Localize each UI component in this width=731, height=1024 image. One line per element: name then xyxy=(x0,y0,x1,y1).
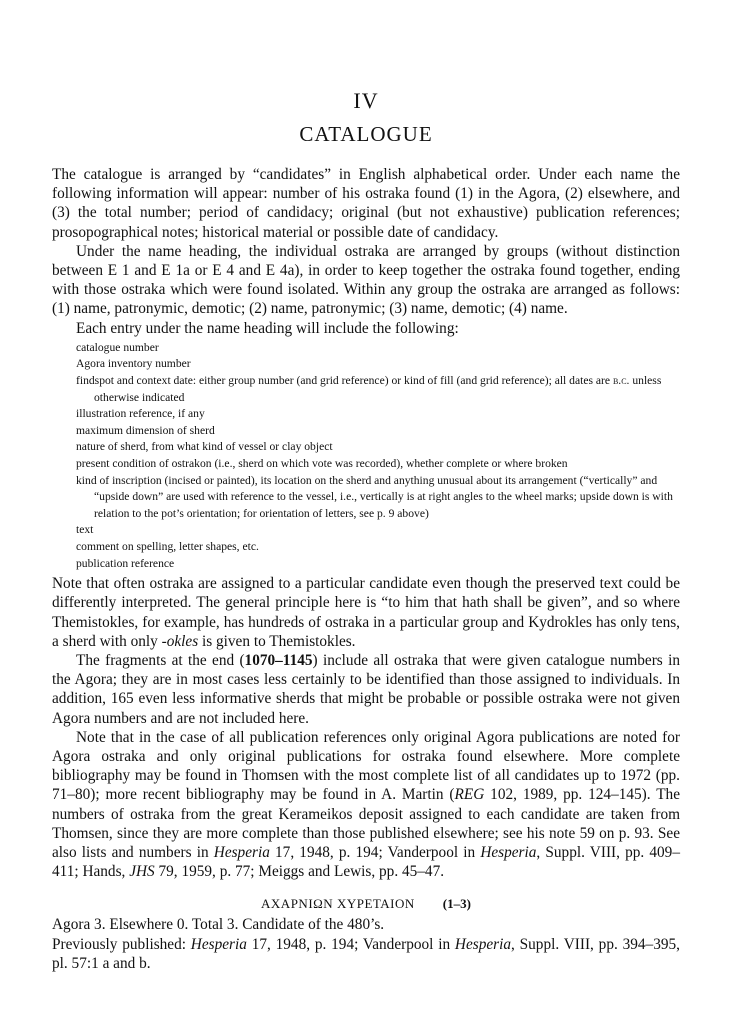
intro-paragraph: The catalogue is arranged by “candidates” in English alphabetical order. Under each name the following information will appear: number of his ostraka found (1) in the Agora, (2) elsewhere, and (3) the total number; period of candidacy; original (but not exhaustive) publication references; prosopographical notes; historical material or possible date of candidacy. xyxy=(52,166,680,241)
bibliography-paragraph: Note that in the case of all publication references only original Agora publications are noted for Agora ostraka and only original publications for ostraka found elsewhere. More complete bibliography may be found in Thomsen with the most complete list of all candidates up to 1972 (pp. 71–80); more recent bibliography may be found in A. Martin (REG 102, 1989, pp. 124–145). The numbers of ostraka from the great Kerameikos deposit assigned to each candidate are taken from Thomsen, since they are more complete than those published elsewhere; see his note 59 on p. 93. See also lists and numbers in Hesperia 17, 1948, p. 194; Vanderpool in Hesperia, Suppl. VIII, pp. 409–411; Hands, JHS 79, 1959, p. 77; Meiggs and Lewis, pp. 45–47. xyxy=(52,728,680,881)
entry-field xyxy=(76,373,680,406)
bc-abbrev: b.c. xyxy=(612,374,630,388)
candidate-publication: Previously published: Hesperia 17, 1948, p. 194; Vanderpool in Hesperia, Suppl. VIII, pp. 394–395, pl. 57:1 a and b. xyxy=(52,935,680,972)
entry-field-tail: unless otherwise indicated xyxy=(94,374,662,404)
arrangement-paragraph: Under the name heading, the individual ostraka are arranged by groups (without distinction between E 1 and E 1a or E 4 and E 4a), in order to keep together the ostraka found together, ending with those ostraka which were found isolated. Within any group the ostraka are arranged as follows: (1) name, patronymic, demotic; (2) name, patronymic; (3) name, demotic; (4) name. xyxy=(52,242,680,318)
entry-field-text: findspot and context date: either group number (and grid reference) or kind of fill (and grid reference); all dates are xyxy=(76,374,611,388)
fragment-range: 1070–1145 xyxy=(244,651,313,669)
entry-field: publication reference xyxy=(76,556,175,570)
chapter-number: IV xyxy=(353,88,379,113)
entry-field: comment on spelling, letter shapes, etc. xyxy=(76,539,259,553)
entry-field: illustration reference, if any xyxy=(76,407,205,421)
entry-field: text xyxy=(76,523,94,537)
entry-field: Agora inventory number xyxy=(76,357,191,371)
entry-field: maximum dimension of sherd xyxy=(76,423,215,437)
catalogue-range: (1–3) xyxy=(442,896,471,912)
fragments-paragraph: The fragments at the end (1070–1145) include all ostraka that were given catalogue numbers in the Agora; they are in most cases less certainly to be identified than those assigned to individuals. In addition, 165 even less informative sherds that might be probable or possible ostraka were not given Agora numbers and are not included here. xyxy=(52,651,680,727)
entry-field: kind of inscription (incised or painted), its location on the sherd and anything unusual about its arrangement (“vertically” and “upside down” are used with reference to the vessel, i.e., vertically is at right angles to the wheel marks; upside down is with relation to the pot’s orientation; for orientation of letters, see p. 9 above) xyxy=(76,473,673,520)
candidate-counts: Agora 3. Elsewhere 0. Total 3. Candidate of the 480’s. xyxy=(52,916,385,934)
candidate-name: ΑΧΑΡΝΙΩΝ ΧΥΡΕΤΑΙΟΝ xyxy=(261,896,415,912)
candidate-heading xyxy=(52,895,680,913)
entry-field: nature of sherd, from what kind of vessel or clay object xyxy=(76,440,333,454)
assignment-paragraph: Note that often ostraka are assigned to a particular candidate even though the preserved text could be differently interpreted. The general principle here is “to him that hath shall be given”, and so where Themistokles, for example, has hundreds of ostraka in a particular group and Kydrokles has only tens, a sherd with only -okles is given to Themistokles. xyxy=(52,575,680,650)
entry-field-list xyxy=(76,340,680,572)
body-text xyxy=(52,165,680,973)
entry-field: catalogue number xyxy=(76,340,159,354)
chapter-title: CATALOGUE xyxy=(299,122,433,146)
entry-field: present condition of ostrakon (i.e., sherd on which vote was recorded), whether complete or where broken xyxy=(76,456,568,470)
entry-intro-paragraph: Each entry under the name heading will include the following: xyxy=(76,319,459,337)
okles-fragment: -okles xyxy=(161,632,199,650)
